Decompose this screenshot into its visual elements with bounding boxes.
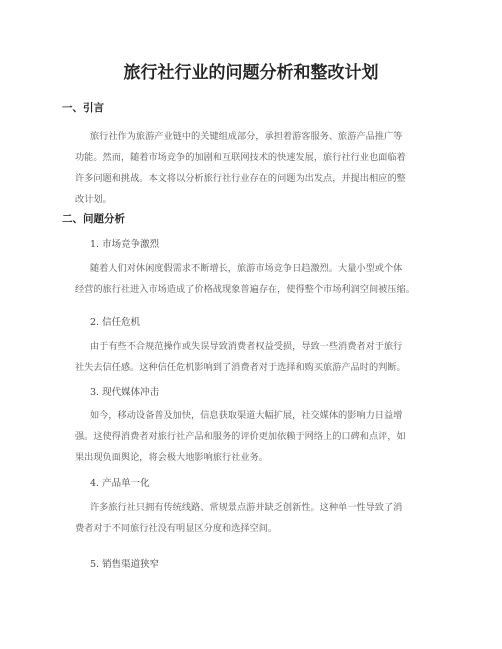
item-title: 1. 市场竞争激烈 (90, 239, 160, 250)
text-line: 随着人们对休闲度假需求不断增长，旅游市场竞争日趋激烈。大量小型或个体 (90, 263, 403, 274)
text-line: 许多问题和挑战。本文将以分析旅行社行业存在的问题为出发点，并提出相应的整 (75, 173, 406, 184)
text-line: 改计划。 (75, 194, 112, 205)
text-line: 费者对于不同旅行社没有明显区分度和选择空间。 (75, 523, 278, 534)
intro-paragraph (75, 126, 435, 210)
text-line: 功能。然而，随着市场竞争的加剧和互联网技术的快速发展，旅行社行业也面临着 (75, 152, 406, 163)
section-heading-analysis: 二、问题分析 (62, 213, 125, 225)
item-paragraph (75, 258, 435, 300)
text-line: 果出现负面舆论，将会极大地影响旅行社业务。 (75, 452, 268, 463)
text-line: 由于有些不合规范操作或失误导致消费者权益受损，导致一些消费者对于旅行 (90, 341, 403, 352)
section-heading-intro: 一、引言 (62, 102, 104, 114)
item-title: 3. 现代媒体冲击 (90, 387, 160, 398)
item-title: 5. 销售渠道狭窄 (90, 559, 160, 570)
text-line: 强。这使得消费者对旅行社产品和服务的评价更加依赖于网络上的口碑和点评，如 (75, 431, 406, 442)
item-paragraph (75, 405, 435, 468)
item-paragraph (75, 497, 435, 539)
text-line: 旅行社作为旅游产业链中的关键组成部分，承担着游客服务、旅游产品推广等 (90, 131, 403, 142)
text-line: 社失去信任感。这种信任危机影响到了消费者对于选择和购买旅游产品时的判断。 (75, 362, 406, 373)
document-title: 旅行社行业的问题分析和整改计划 (123, 63, 379, 83)
text-line: 如今，移动设备普及加快，信息获取渠道大幅扩展，社交媒体的影响力日益增 (90, 410, 403, 421)
item-paragraph (75, 336, 435, 378)
item-title: 4. 产品单一化 (90, 478, 150, 489)
text-line: 经营的旅行社进入市场造成了价格战现象普遍存在，使得整个市场利润空间被压缩。 (75, 284, 415, 295)
item-title: 2. 信任危机 (90, 317, 141, 328)
text-line: 许多旅行社只拥有传统线路、常规景点游并缺乏创新性。这种单一性导致了消 (90, 502, 403, 513)
